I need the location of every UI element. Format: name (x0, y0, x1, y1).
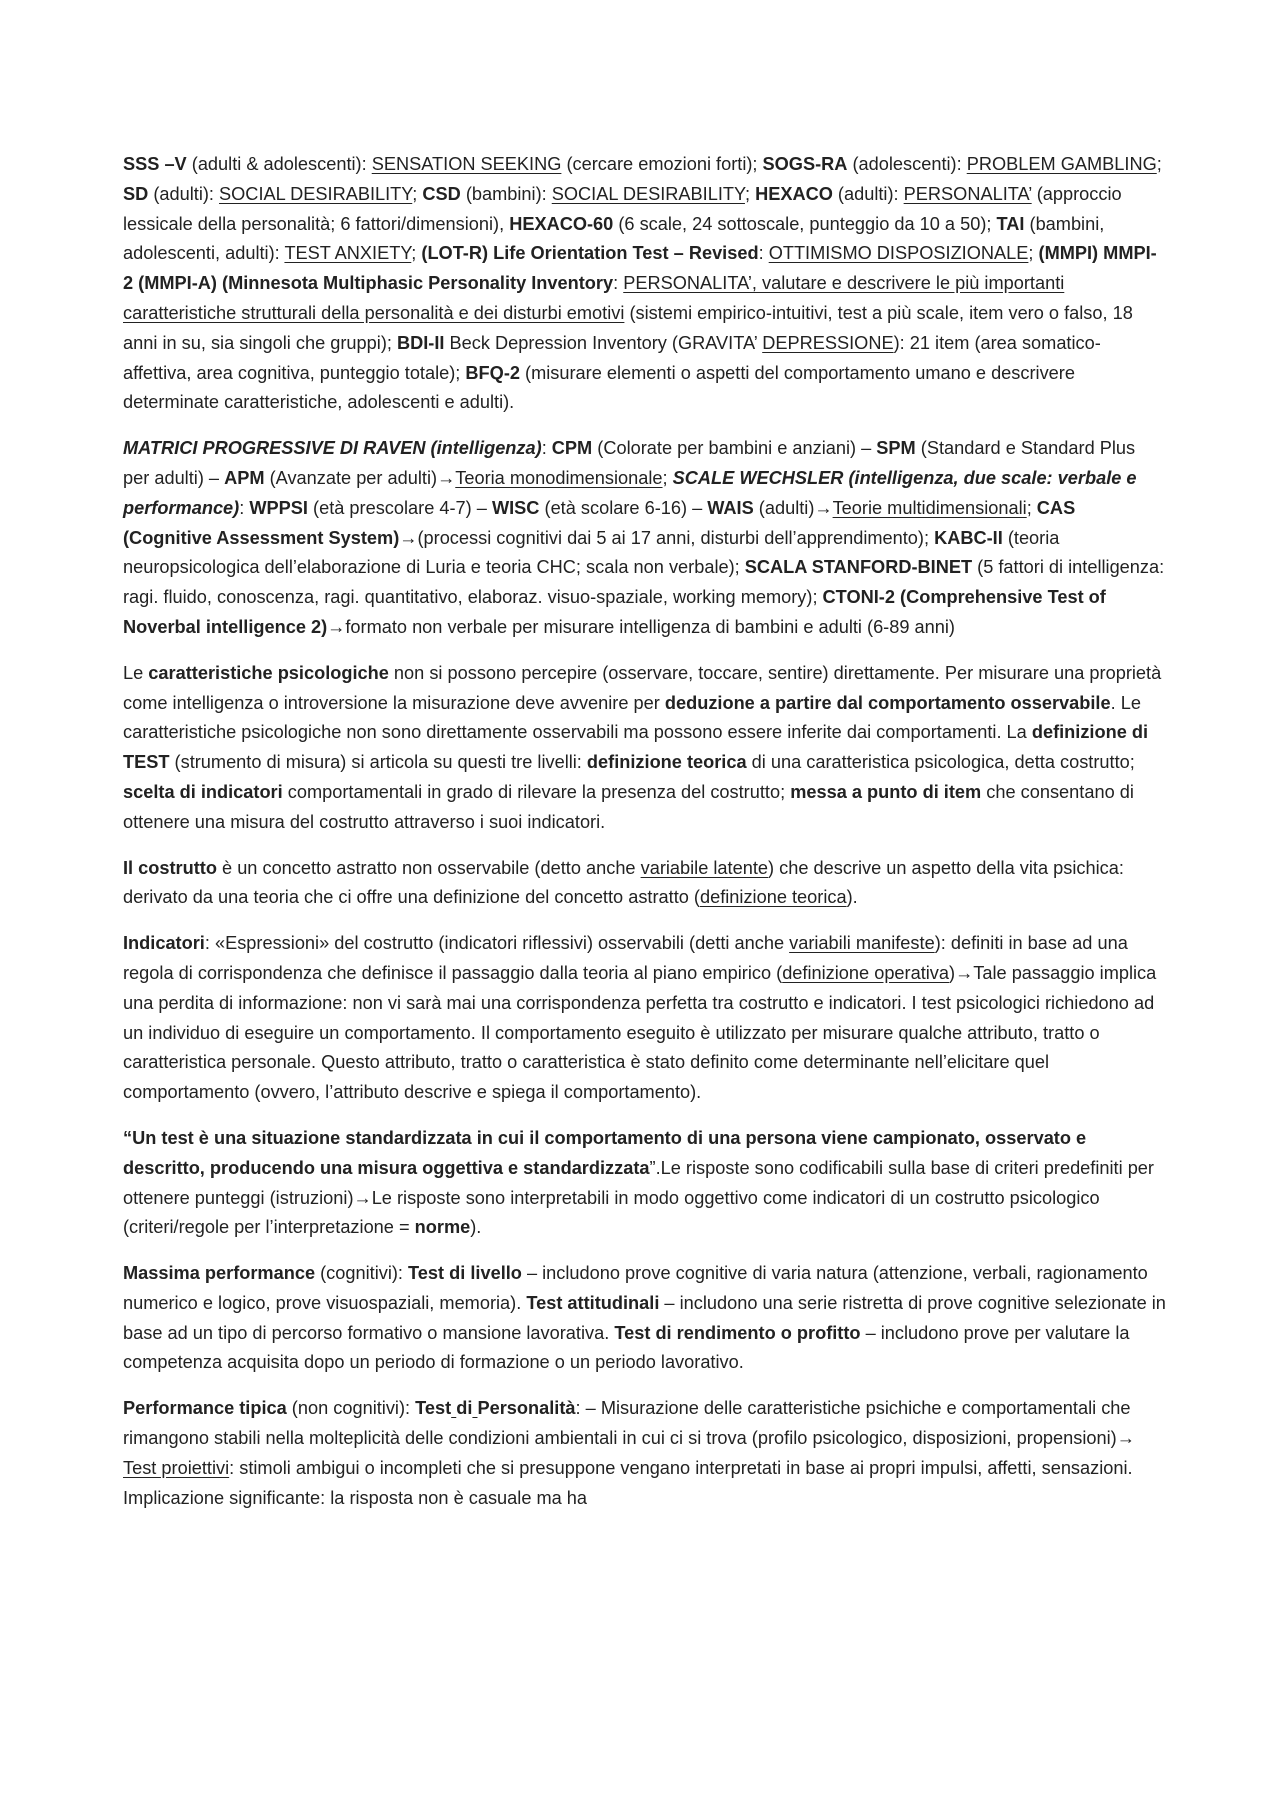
paragraph-indicators (123, 929, 1166, 1108)
bold-text: definizione di TEST (123, 722, 1149, 773)
paragraph-construct (123, 854, 1166, 914)
bold-text: deduzione a partire dal comportamento osservabile (664, 692, 1111, 713)
underlined-text: SENSATION SEEKING (371, 154, 562, 174)
bold-text: WPPSI (249, 497, 308, 518)
paragraph-tests-list (123, 150, 1166, 418)
bold-text: definizione teorica (586, 752, 747, 773)
bold-text: CTONI-2 (Comprehensive Test of Noverbal intelligence 2) (123, 587, 1106, 637)
bold-text: KABC-II (934, 527, 1003, 548)
text-run: ): 21 item (area somatico-affettiva, area cognitiva, punteggio totale); (123, 332, 1101, 383)
text-run: (adolescenti): (847, 154, 967, 174)
text-run: →formato non verbale per misurare intelligenza di bambini e adulti (6-89 anni) (327, 616, 955, 637)
text-run: ). (846, 887, 858, 908)
text-run: ; (411, 243, 422, 264)
text-run: (cercare emozioni forti); (561, 154, 763, 174)
text-run: (5 fattori di intelligenza: ragi. fluido, conoscenza, ragi. quantitativo, elaboraz. visuo-spaziale, working memory); (123, 557, 1165, 608)
bold-text: Personalità (477, 1398, 576, 1419)
text-run: (sistemi empirico-intuitivi, test a più scale, item vero o falso, 18 anni in su, sia singoli che gruppi); (123, 302, 1133, 353)
text-run: (misurare elementi o aspetti del comportamento umano e descrivere determinate caratteristiche, adolescenti e adulti). (123, 362, 1075, 413)
text-run: ; (662, 467, 673, 488)
bold-text: (MMPI) MMPI-2 (MMPI-A) (Minnesota Multiphasic Personality Inventory (123, 243, 1157, 294)
bold-text: Test di rendimento o profitto (614, 1322, 861, 1343)
underlined-text: PERSONALITA’ (903, 183, 1032, 204)
underlined-text: variabile latente (640, 857, 769, 878)
text-run: ). (470, 1217, 482, 1238)
text-run: : (613, 273, 624, 294)
paragraph-test-definition (123, 1124, 1166, 1243)
text-run: che consentano di ottenere una misura del costrutto attraverso i suoi indicatori. (123, 781, 1134, 832)
paragraph-max-performance (123, 1259, 1166, 1378)
text-run: non si possono percepire (osservare, toccare, sentire) direttamente. Per misurare una proprietà come intelligenza o introversione la misurazione deve avvenire per (123, 662, 1162, 713)
bold-text: SSS –V (123, 154, 187, 174)
text-run: (cognitivi): (315, 1263, 409, 1284)
bold-italic-text: SCALE WECHSLER (intelligenza, due scale: verbale e performance) (123, 467, 1137, 518)
bold-text: CSD (422, 183, 461, 204)
underlined-text: variabili manifeste (789, 933, 935, 954)
text-run: (teoria neuropsicologica dell’elaborazione di Luria e teoria CHC; scala non verbale); (123, 527, 1060, 578)
text-run: (adulti): (832, 183, 904, 204)
underlined-text: Test proiettivi (123, 1457, 230, 1478)
text-run: (strumento di misura) si articola su questi tre livelli: (169, 752, 587, 773)
text-run: : – Misurazione delle caratteristiche psichiche e comportamentali che rimangono stabili nella molteplicità delle condizioni ambientali in cui ci si trova (profilo psicologico, disposizioni, propensioni)→ (123, 1398, 1135, 1449)
paragraph-intelligence-tests (123, 434, 1166, 643)
text-run: di una caratteristica psicologica, detta costrutto; (746, 752, 1135, 773)
bold-text: Il costrutto (123, 857, 217, 878)
text-run: – includono prove per valutare la competenza acquisita dopo un periodo di formazione o un periodo lavorativo. (123, 1322, 1130, 1373)
text-run: (non cognitivi): (286, 1398, 416, 1419)
underlined-text: PERSONALITA’, valutare e descrivere le più importanti caratteristiche strutturali della personalità e dei disturbi emotivi (123, 273, 1065, 323)
bold-text: Test di livello (408, 1263, 522, 1284)
underlined-text: definizione operativa (782, 962, 950, 983)
text-run: →(processi cognitivi dai 5 ai 17 anni, disturbi dell’apprendimento); (399, 527, 935, 548)
bold-text: norme (414, 1217, 471, 1238)
text-run: (bambini): (460, 183, 552, 204)
bold-text: SCALA STANFORD-BINET (744, 557, 973, 578)
bold-text: caratteristiche psicologiche (148, 662, 389, 683)
text-run: – includono prove cognitive di varia natura (attenzione, verbali, ragionamento numerico e logico, prove visuospaziali, memoria). (123, 1263, 1148, 1313)
underlined-text: OTTIMISMO DISPOSIZIONALE (768, 243, 1029, 264)
text-run: è un concetto astratto non osservabile (detto anche (216, 857, 641, 878)
underlined-text: DEPRESSIONE (762, 332, 894, 353)
bold-text: di (456, 1398, 473, 1419)
text-run: )→Tale passaggio implica una perdita di informazione: non vi sarà mai una corrispondenza perfetta tra costrutto e indicatori. I test psicologici richiedono ad un individuo di eseguire un comportamento. Il comportamento eseguito è utilizzato per misurare qualche attributo, tratto o caratteristica personale. Questo attributo, tratto o caratteristica è stato definito come determinante nell’elicitare quel comportamento (ovvero, l’attributo descrive e spiega il comportamento). (123, 962, 1157, 1103)
bold-text: Test (415, 1398, 452, 1419)
text-run: (Colorate per bambini e anziani) – (592, 438, 877, 459)
bold-text: CPM (551, 438, 593, 459)
bold-text: CAS (Cognitive Assessment System) (123, 497, 1076, 548)
text-run: ; (1028, 243, 1039, 264)
bold-italic-text: MATRICI PROGRESSIVE DI RAVEN (intelligenza) (123, 438, 542, 459)
bold-text: SOGS-RA (762, 154, 848, 174)
underlined-text: definizione teorica (699, 887, 847, 908)
bold-text: scelta di indicatori (123, 781, 283, 802)
text-run: ) che descrive un aspetto della vita psichica: derivato da una teoria che ci offre una definizione del concetto astratto ( (123, 857, 1124, 908)
bold-text: Performance tipica (123, 1398, 287, 1419)
document-body (123, 150, 1166, 1513)
bold-text: BDI-II (396, 332, 445, 353)
bold-text: BFQ-2 (465, 362, 520, 383)
text-run: : stimoli ambigui o incompleti che si presuppone vengano interpretati in base ai propri impulsi, affetti, sensazioni. Implicazione significante: la risposta non è casuale ma ha (123, 1457, 1133, 1508)
text-run: (approccio lessicale della personalità; 6 fattori/dimensioni), (123, 183, 1122, 234)
bold-text: (LOT-R) Life Orientation Test – Revised (421, 243, 759, 264)
text-run: : «Espressioni» del costrutto (indicatori riflessivi) osservabili (detti anche (204, 933, 790, 954)
underlined-text: Teorie multidimensionali (832, 497, 1027, 518)
text-run: ): definiti in base ad una regola di corrispondenza che definisce il passaggio dalla teoria al piano empirico ( (123, 933, 1128, 983)
text-run: . Le caratteristiche psicologiche non sono direttamente osservabili ma possono essere inferite dai comportamenti. La (123, 692, 1141, 743)
text-run: ; (1026, 497, 1037, 518)
bold-text: Indicatori (123, 933, 205, 954)
text-run: : (239, 497, 250, 518)
paragraph-typical-performance (123, 1394, 1166, 1513)
text-run: (6 scale, 24 sottoscale, punteggio da 10 a 50); (613, 213, 997, 234)
text-run: Le (123, 662, 149, 683)
bold-text: SPM (876, 438, 916, 459)
bold-text: Massima performance (123, 1263, 316, 1284)
underlined-text: Teoria monodimensionale (455, 467, 663, 488)
text-run: ; (412, 183, 423, 204)
bold-text: TAI (996, 213, 1025, 234)
underlined-text: PROBLEM GAMBLING (966, 154, 1157, 174)
text-run: : (758, 243, 769, 264)
underlined-text: TEST ANXIETY (284, 243, 412, 264)
bold-text: “Un test è una situazione standardizzata in cui il comportamento di una persona viene campionato, osservato e descritto, producendo una misura oggettiva e standardizzata (123, 1127, 1087, 1178)
bold-text: HEXACO (755, 183, 833, 204)
bold-text: APM (224, 467, 265, 488)
bold-text: messa a punto di item (790, 781, 982, 802)
text-run: ; (744, 183, 756, 204)
bold-text: HEXACO-60 (509, 213, 614, 234)
text-run: (Avanzate per adulti)→ (264, 467, 456, 488)
text-run: ”.Le risposte sono codificabili sulla base di criteri predefiniti per ottenere punteggi (istruzioni)→Le risposte sono interpretabili in modo oggettivo come indicatori di un costrutto psicologico (criteri/regole per l’interpretazione = (123, 1157, 1154, 1238)
underlined-text: SOCIAL DESIRABILITY (219, 183, 413, 204)
text-run: – includono una serie ristretta di prove cognitive selezionate in base ad un tipo di percorso formativo o mansione lavorativa. (123, 1292, 1166, 1343)
bold-text: SD (123, 183, 149, 204)
bold-text: WAIS (707, 497, 754, 518)
text-run: Beck Depression Inventory (GRAVITA’ (444, 332, 763, 353)
text-run: (adulti)→ (753, 497, 833, 518)
text-run: (Standard e Standard Plus per adulti) – (123, 438, 1136, 488)
text-run: (età prescolare 4-7) – (307, 497, 492, 518)
text-run: comportamentali in grado di rilevare la presenza del costrutto; (282, 781, 791, 802)
text-run: ; (1156, 154, 1162, 174)
bold-text: WISC (491, 497, 540, 518)
text-run: : (541, 438, 552, 459)
text-run: (adulti & adolescenti): (186, 154, 372, 174)
text-run: (bambini, adolescenti, adulti): (123, 213, 1105, 264)
text-run: (adulti): (148, 183, 220, 204)
paragraph-psych-characteristics (123, 659, 1166, 838)
underlined-text: SOCIAL DESIRABILITY (551, 183, 745, 204)
text-run: (età scolare 6-16) – (539, 497, 708, 518)
bold-text: Test attitudinali (526, 1292, 660, 1313)
